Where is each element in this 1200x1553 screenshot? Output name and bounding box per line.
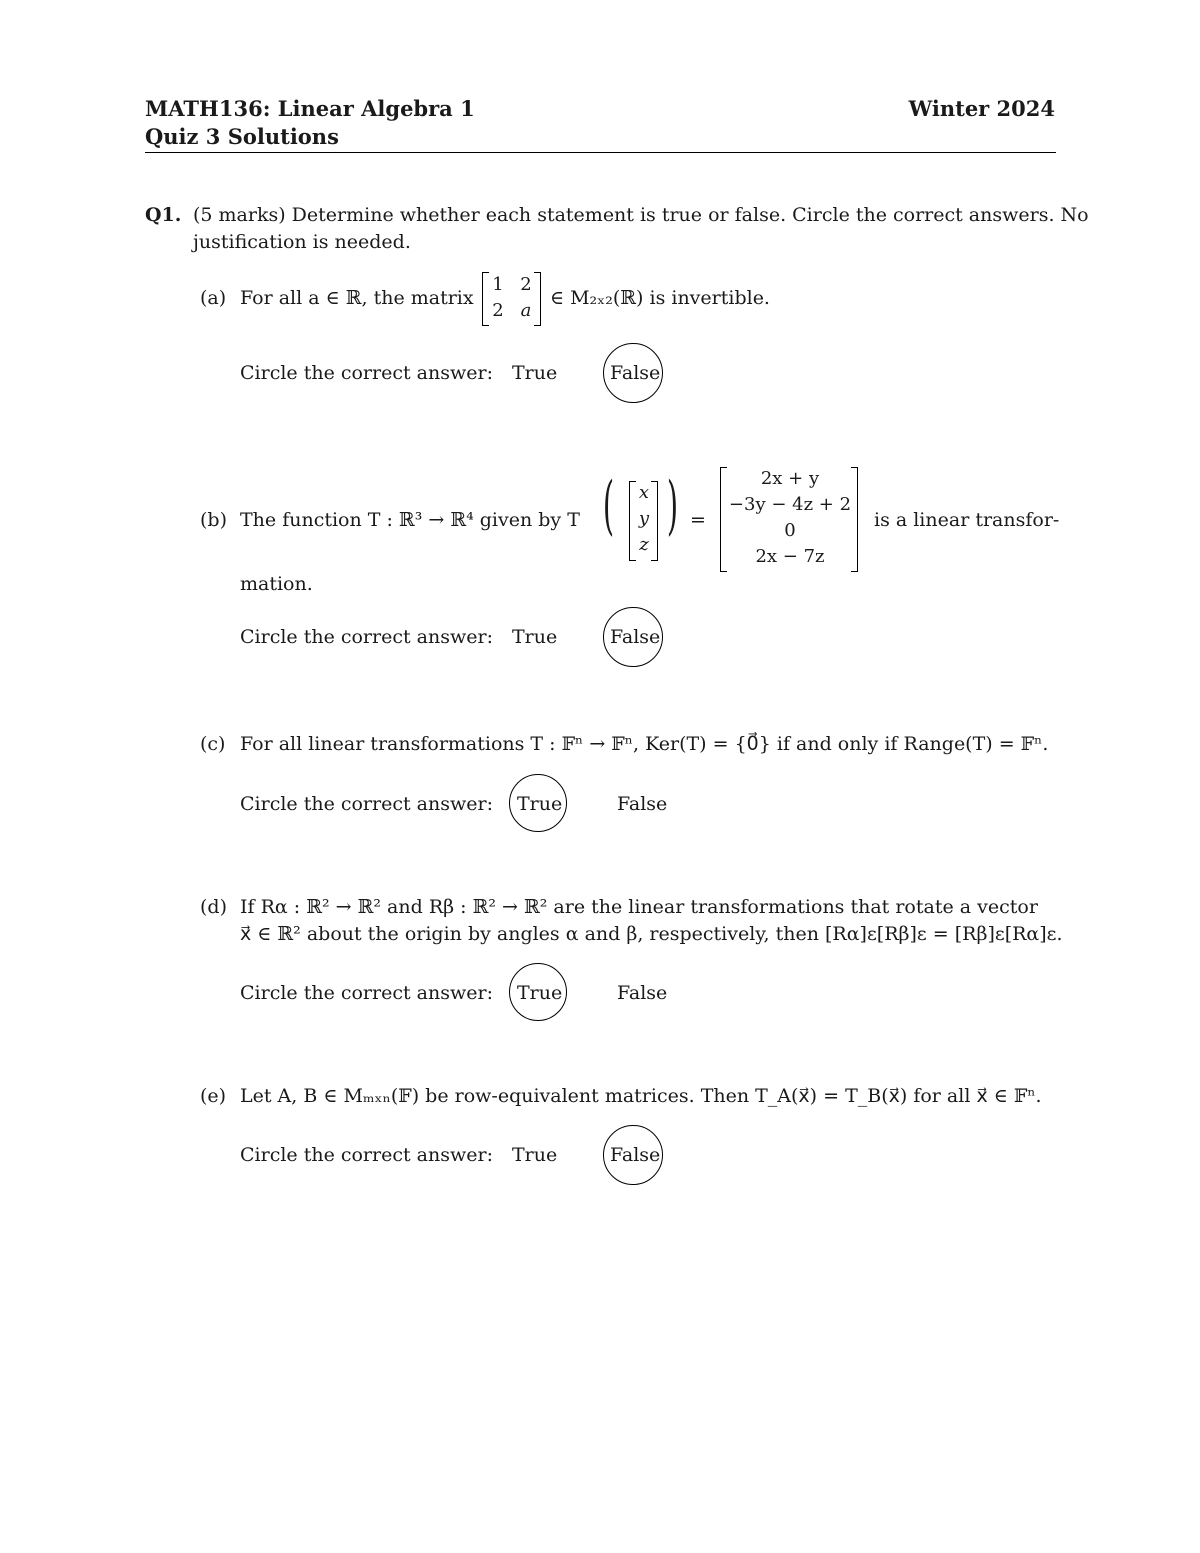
part-a-text-post: ∈ M₂ₓ₂(ℝ) is invertible. — [550, 287, 770, 309]
vector-left-bracket — [629, 481, 636, 561]
part-c-option-false[interactable]: False — [617, 793, 668, 815]
vector-cell: 0 — [784, 520, 796, 541]
vector-right-bracket — [651, 481, 658, 561]
part-a-answer-circle — [603, 343, 663, 403]
left-paren: ( — [602, 469, 615, 543]
vector-cell: y — [638, 508, 650, 529]
part-c-prompt: Circle the correct answer: — [240, 793, 493, 815]
vector-cell: 2x + y — [760, 468, 820, 489]
part-d-option-false[interactable]: False — [617, 982, 668, 1004]
part-c-text: For all linear transformations T : 𝔽ⁿ → 𝔽ⁿ, Ker(T) = {0⃗} if and only if Range(T) = 𝔽ⁿ. — [240, 733, 1049, 755]
quiz-subtitle: Quiz 3 Solutions — [145, 124, 339, 149]
matrix-right-bracket — [534, 272, 541, 326]
part-d-line2: x⃗ ∈ ℝ² about the origin by angles α and β, respectively, then [Rα]ε[Rβ]ε = [Rβ]ε[Rα]ε. — [240, 923, 1063, 945]
part-b-option-false[interactable]: False — [610, 626, 661, 648]
part-b-text-pre: The function T : ℝ³ → ℝ⁴ given by T — [240, 509, 580, 531]
matrix-cell: 1 — [492, 274, 504, 295]
part-a-text-pre: For all a ∈ ℝ, the matrix — [240, 287, 474, 309]
question-intro-line1: (5 marks) Determine whether each statement is true or false. Circle the correct answers. No — [193, 204, 1089, 226]
part-d-answer-circle — [509, 963, 567, 1021]
part-b-prompt: Circle the correct answer: — [240, 626, 493, 648]
part-a-option-true[interactable]: True — [512, 362, 558, 384]
vector-cell: z — [639, 534, 649, 555]
part-c-label: (c) — [200, 733, 226, 755]
part-d-line1: If Rα : ℝ² → ℝ² and Rβ : ℝ² → ℝ² are the linear transformations that rotate a vector — [240, 896, 1038, 918]
part-b-answer-circle — [603, 607, 663, 667]
right-paren: ) — [666, 469, 679, 543]
part-e-text: Let A, B ∈ Mₘₓₙ(𝔽) be row-equivalent matrices. Then T_A(x⃗) = T_B(x⃗) for all x⃗ ∈ 𝔽ⁿ. — [240, 1085, 1042, 1107]
part-c-answer-circle — [509, 774, 567, 832]
question-label: Q1. — [145, 204, 182, 226]
matrix-cell: a — [520, 300, 532, 321]
part-e-option-true[interactable]: True — [512, 1144, 558, 1166]
part-b-text-post: is a linear transfor- — [874, 509, 1060, 531]
vector-cell: x — [638, 482, 650, 503]
part-a-option-false[interactable]: False — [610, 362, 661, 384]
header-rule — [145, 152, 1056, 153]
part-b-continuation: mation. — [240, 573, 313, 595]
question-intro-line2: justification is needed. — [193, 231, 411, 253]
matrix-cell: 2 — [492, 300, 504, 321]
part-a-prompt: Circle the correct answer: — [240, 362, 493, 384]
part-b-equals: = — [690, 509, 706, 531]
vector-cell: 2x − 7z — [755, 546, 825, 567]
course-title: MATH136: Linear Algebra 1 — [145, 96, 475, 121]
part-b-label: (b) — [200, 509, 227, 531]
part-e-prompt: Circle the correct answer: — [240, 1144, 493, 1166]
matrix-left-bracket — [482, 272, 489, 326]
part-a-label: (a) — [200, 287, 227, 309]
part-c-option-true[interactable]: True — [517, 793, 563, 815]
part-d-option-true[interactable]: True — [517, 982, 563, 1004]
vector-right-bracket — [851, 467, 858, 572]
part-d-label: (d) — [200, 896, 227, 918]
matrix-cell: 2 — [520, 274, 532, 295]
term-label: Winter 2024 — [908, 96, 1055, 121]
part-b-option-true[interactable]: True — [512, 626, 558, 648]
part-d-prompt: Circle the correct answer: — [240, 982, 493, 1004]
part-e-option-false[interactable]: False — [610, 1144, 661, 1166]
part-e-answer-circle — [603, 1125, 663, 1185]
vector-cell: −3y − 4z + 2 — [728, 494, 852, 515]
part-e-label: (e) — [200, 1085, 227, 1107]
